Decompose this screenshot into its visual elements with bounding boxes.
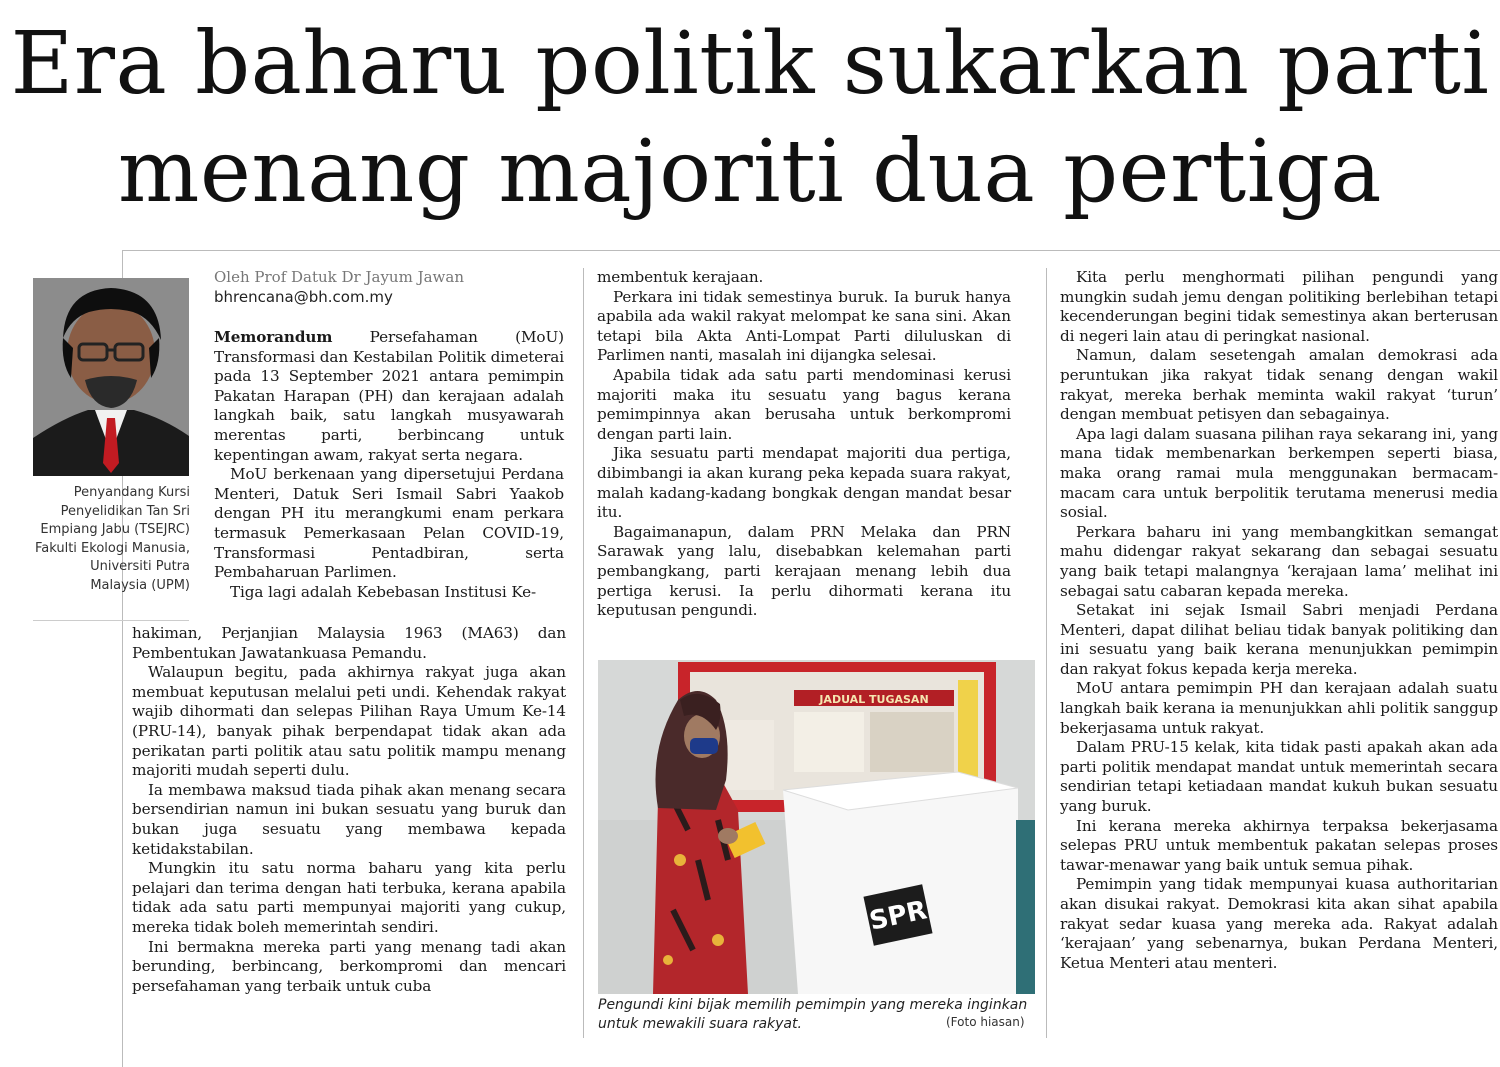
paragraph: Tiga lagi adalah Kebebasan Institusi Ke- [230, 582, 537, 601]
lead-paragraph [214, 328, 564, 465]
paragraph: Dalam PRU-15 kelak, kita tidak pasti apakah akan ada parti politik mendapat mandat untuk memerintah secara sendirian tetapi ketiadaan mandat kukuh bukan sesuatu yang buruk. [1060, 738, 1498, 816]
paragraph: Mungkin itu satu norma baharu yang kita perlu pelajari dan terima dengan hati terbuka, kerana apabila tidak ada satu parti mempunyai majoriti yang cukup, mereka tidak boleh memerintah sendiri. [132, 859, 566, 936]
paragraph: Namun, dalam sesetengah amalan demokrasi ada peruntukan jika rakyat tidak senang dengan wakil rakyat, mereka berhak meminta wakil rakyat ‘turun’ dengan membuat petisyen dan sebagainya. [1060, 346, 1498, 424]
paragraph: Bagaimanapun, dalam PRN Melaka dan PRN Sarawak yang lalu, disebabkan kelemahan parti pembangkang, parti kerajaan menang lebih dua pertiga kerusi. Ia perlu dihormati kerana itu keputusan pengundi. [597, 522, 1011, 620]
byline: Oleh Prof Datuk Dr Jayum Jawan [214, 268, 464, 286]
paragraph: Kita perlu menghormati pilihan pengundi yang mungkin sudah jemu dengan politiking berlebihan tetapi kecenderungan begini tidak semestinya akan berterusan di negeri lain atau di peringkat nasional. [1060, 268, 1498, 345]
article-column-1-continued [132, 624, 566, 996]
paragraph: Jika sesuatu parti mendapat majoriti dua pertiga, dibimbangi ia akan kurang peka kepada suara rakyat, malah kadang-kadang bongkak dengan mandat besar itu. [597, 444, 1011, 522]
paragraph: MoU berkenaan yang dipersetujui Perdana Menteri, Datuk Seri Ismail Sabri Yaakob dengan PH itu merangkumi enam perkara termasuk Pemerkasaan Pelan COVID-19, Transformasi Pentadbiran, serta Pembaharuan Parlimen. [214, 465, 564, 582]
paragraph: Apa lagi dalam suasana pilihan raya sekarang ini, yang mana tidak membenarkan berkempen seperti biasa, maka orang ramai mula menggunakan bermacam-macam cara untuk berpolitik terutama menerusi media sosial. [1060, 424, 1498, 522]
paragraph: membentuk kerajaan. [597, 268, 764, 286]
top-divider [122, 250, 1500, 251]
paragraph: Ia membawa maksud tiada pihak akan menang secara bersendirian namun ini bukan sesuatu yang buruk dan bukan juga sesuatu yang membawa kepada ketidakstabilan. [132, 780, 566, 858]
article-column-3 [1060, 268, 1498, 973]
paragraph: hakiman, Perjanjian Malaysia 1963 (MA63) dan Pembentukan Jawatankuasa Pemandu. [132, 624, 566, 662]
column-rule-2 [1046, 268, 1047, 1038]
paragraph: Perkara baharu ini yang membangkitkan semangat mahu didengar rakyat sekarang dan sebagai sesuatu yang baik tetapi malangnya ‘kerajaan lama’ melihat ini sebagai satu cabaran kepada mereka. [1060, 522, 1498, 600]
paragraph: Setakat ini sejak Ismail Sabri menjadi Perdana Menteri, dapat dilihat beliau tidak banyak politiking dan ini sesuatu yang baik kerana menunjukkan pemimpin dan rakyat fokus kepada kerja mereka. [1060, 601, 1498, 678]
paragraph: Walaupun begitu, pada akhirnya rakyat juga akan membuat keputusan melalui peti undi. Kehendak rakyat wajib dihormati dan selepas Pilihan Raya Umum Ke-14 (PRU-14), banyak pihak berpendapat tidak akan ada perikatan parti politik atau satu politik mampu menang majoriti mudah seperti dulu. [132, 663, 566, 780]
author-email[interactable]: bhrencana@bh.com.my [214, 288, 393, 306]
voting-photo [598, 660, 1035, 994]
photo-caption: Pengundi kini bijak memilih pemimpin yang mereka inginkan untuk mewakili suara rakyat. [598, 997, 1028, 1032]
column-rule-1 [583, 268, 584, 1038]
paragraph: Apabila tidak ada satu parti mendominasi kerusi majoriti maka itu sesuatu yang bagus kerana pemimpinnya akan berusaha untuk berkompromi dengan parti lain. [597, 365, 1011, 443]
ballot-box-logo: SPR [866, 895, 930, 937]
photo-credit: (Foto hiasan) [946, 1015, 1025, 1029]
notice-sign-text: JADUAL TUGASAN [819, 693, 929, 706]
article-column-2 [597, 268, 1011, 621]
paragraph: MoU antara pemimpin PH dan kerajaan adalah suatu langkah baik kerana ia menunjukkan ahli politik sanggup bekerjasama untuk rakyat. [1060, 679, 1498, 737]
paragraph: Ini bermakna mereka parti yang menang tadi akan berunding, berbincang, berkompromi dan mencari persefahaman yang terbaik untuk cuba [132, 937, 566, 995]
headline-line-1: Era baharu politik sukarkan parti [10, 14, 1490, 114]
paragraph: Ini kerana mereka akhirnya terpaksa bekerjasama selepas PRU untuk membentuk pakatan selepas proses tawar-menawar yang baik untuk semua pihak. [1060, 816, 1498, 874]
author-caption: Penyandang Kursi Penyelidikan Tan Sri Empiang Jabu (TSEJRC) Fakulti Ekologi Manusia, Universiti Putra Malaysia (UPM) [34, 485, 190, 593]
lead-text: Persefahaman (MoU) Transformasi dan Kestabilan Politik dimeterai pada 13 September 2021 antara pemimpin Pakatan Harapan (PH) dan kerajaan adalah langkah baik, satu langkah musyawarah merentas parti, berbincang untuk kepentingan awam, rakyat serta negara. [214, 328, 564, 464]
paragraph: Pemimpin yang tidak mempunyai kuasa authoritarian akan disukai rakyat. Demokrasi kita akan sihat apabila rakyat sedar kuasa yang mereka ada. Rakyat adalah ‘kerajaan’ yang sebenarnya, bukan Perdana Menteri, Ketua Menteri atau menteri. [1060, 875, 1498, 972]
lead-bold-word: Memorandum [214, 328, 333, 346]
paragraph: Perkara ini tidak semestinya buruk. Ia buruk hanya apabila ada wakil rakyat melompat ke sana sini. Akan tetapi bila Akta Anti-Lompat Parti diluluskan di Parlimen nanti, masalah ini dijangka selesai. [597, 287, 1011, 365]
author-photo [33, 278, 189, 476]
article-column-1 [214, 328, 564, 602]
headline-line-2: menang majoriti dua pertiga [117, 122, 1383, 222]
author-box-divider [33, 620, 189, 621]
